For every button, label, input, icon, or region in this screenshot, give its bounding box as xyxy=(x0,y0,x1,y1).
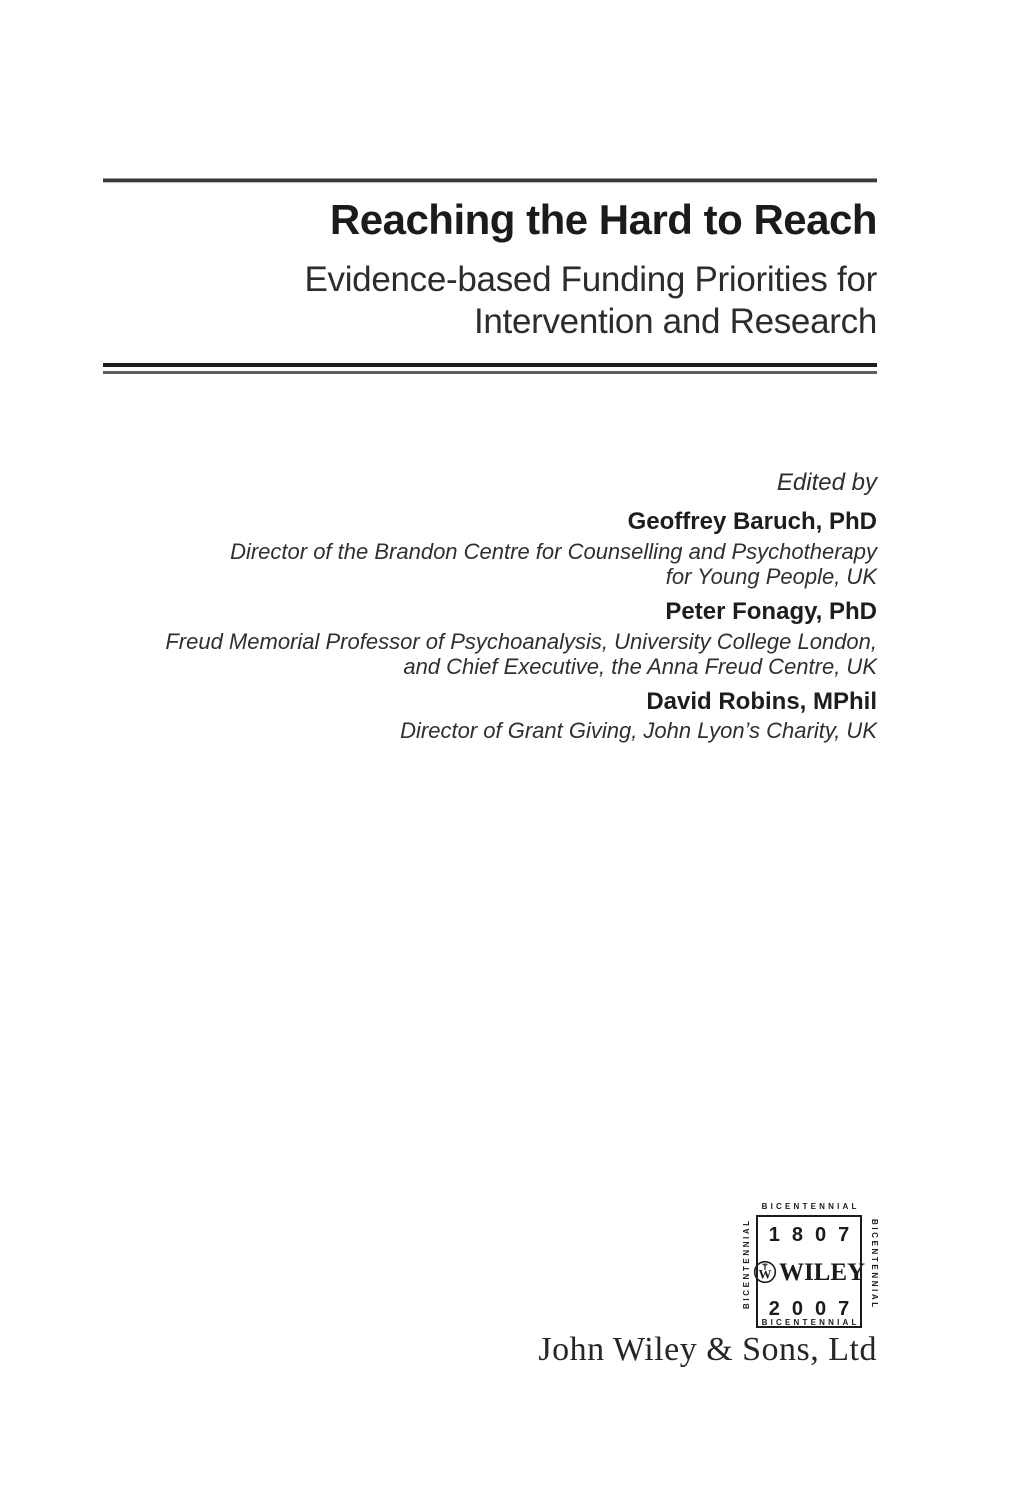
bicentennial-label-left: BICENTENNIAL xyxy=(742,1218,751,1310)
bicentennial-label-top: BICENTENNIAL xyxy=(761,1202,860,1211)
wiley-bicentennial-logo xyxy=(742,1202,880,1330)
editor-affiliation-fonagy-2: and Chief Executive, the Anna Freud Centre, UK xyxy=(403,654,877,679)
book-subtitle xyxy=(103,259,877,343)
wiley-year-2007: 2007 xyxy=(768,1298,862,1320)
book-subtitle-line-1: Evidence-based Funding Priorities for xyxy=(304,260,877,299)
editor-affiliation-robins-1: Director of Grant Giving, John Lyon’s Charity, UK xyxy=(400,718,877,743)
editor-affiliation-baruch-1: Director of the Brandon Centre for Counselling and Psychotherapy xyxy=(230,539,877,564)
top-rule xyxy=(103,178,877,183)
editor-affiliation-fonagy-1: Freud Memorial Professor of Psychoanalysis, University College London, xyxy=(165,629,877,654)
wiley-monogram-icon xyxy=(753,1260,777,1284)
bottom-rule-thick xyxy=(103,363,877,367)
editor-name-fonagy: Peter Fonagy, PhD xyxy=(665,598,877,625)
wiley-year-1807: 1807 xyxy=(768,1224,862,1246)
editor-name-robins: David Robins, MPhil xyxy=(646,688,877,715)
book-title: Reaching the Hard to Reach xyxy=(329,196,877,243)
bicentennial-label-right: BICENTENNIAL xyxy=(870,1218,880,1310)
edited-by-label: Edited by xyxy=(776,469,877,496)
book-subtitle-line-2: Intervention and Research xyxy=(473,302,877,341)
editor-name-baruch: Geoffrey Baruch, PhD xyxy=(627,508,877,535)
wiley-brand-row xyxy=(753,1260,865,1285)
wiley-logo-box xyxy=(756,1215,866,1328)
editor-affiliation-baruch-2: for Young People, UK xyxy=(665,564,877,589)
svg-text:W: W xyxy=(758,1266,772,1282)
bicentennial-label-bottom: BICENTENNIAL xyxy=(761,1318,860,1327)
publisher-name: John Wiley & Sons, Ltd xyxy=(538,1331,877,1368)
bottom-rule-thin xyxy=(103,371,877,374)
wiley-wordmark: WILEY xyxy=(778,1258,866,1286)
